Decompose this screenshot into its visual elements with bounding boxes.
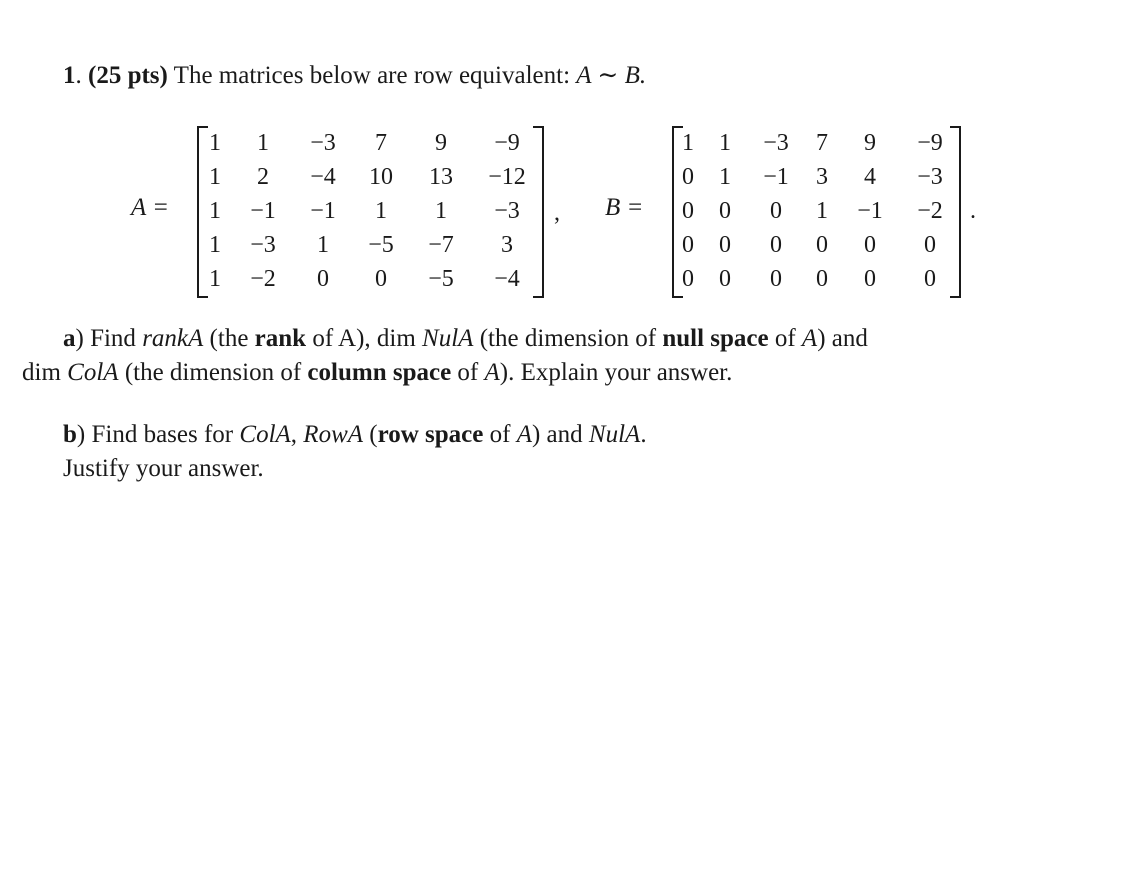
matrix-a-cell-r1-c6: −9	[494, 130, 520, 156]
matrix-a-cell-r4-c3: 1	[317, 232, 329, 258]
problem-heading: 1. (25 pts) The matrices below are row equivalent: A ∼ B.	[63, 62, 647, 89]
matrix-a-cell-r1-c3: −3	[310, 130, 336, 156]
part-a-line-1-segment-7: (the dimension of	[473, 325, 663, 352]
part-a-line-2-segment-6: A	[484, 359, 500, 386]
matrix-b-cell-r5-c3: 0	[770, 266, 782, 292]
matrix-b-cell-r4-c6: 0	[924, 232, 936, 258]
matrix-b-cell-r3-c5: −1	[857, 198, 883, 224]
part-a-line-1-segment-5: of A), dim	[306, 325, 423, 352]
part-a-line-2-segment-7: ). Explain your answer.	[499, 359, 733, 386]
matrix-a-cell-r2-c6: −12	[488, 164, 526, 190]
part-a-line-1-segment-8: null space	[662, 325, 769, 352]
part-a-line-2-segment-2: ColA	[67, 359, 119, 386]
matrix-b-cell-r2-c4: 3	[816, 164, 828, 190]
problem-statement: The matrices below are row equivalent:	[173, 62, 571, 89]
matrix-a-cell-r5-c4: 0	[375, 266, 387, 292]
matrix-b-cell-r3-c1: 0	[682, 198, 694, 224]
matrix-b-cell-r4-c1: 0	[682, 232, 694, 258]
problem-number: 1	[63, 62, 76, 89]
part-b-line-1-segment-2: ColA	[239, 421, 291, 448]
matrix-a-cell-r2-c3: −4	[310, 164, 336, 190]
matrix-b-label: B =	[605, 194, 644, 221]
matrix-a-cell-r3-c2: −1	[250, 198, 276, 224]
matrix-a-cell-r2-c4: 10	[369, 164, 393, 190]
matrix-a-comma: ,	[554, 200, 560, 226]
matrix-a-cell-r3-c6: −3	[494, 198, 520, 224]
matrix-a-cell-r4-c1: 1	[209, 232, 221, 258]
matrix-b-cell-r1-c1: 1	[682, 130, 694, 156]
part-a-line-1-segment-2: rankA	[142, 325, 204, 352]
matrix-b-cell-r5-c1: 0	[682, 266, 694, 292]
matrix-a-cell-r4-c4: −5	[368, 232, 394, 258]
matrix-display	[0, 118, 1147, 303]
matrix-a-cell-r1-c4: 7	[375, 130, 387, 156]
part-a-line-1-segment-11: ) and	[817, 325, 868, 352]
part-b-line-2: Justify your answer.	[63, 455, 264, 482]
part-a-line-2	[22, 356, 732, 390]
matrix-a-cell-r1-c1: 1	[209, 130, 221, 156]
matrix-b-cell-r4-c2: 0	[719, 232, 731, 258]
matrix-b-cell-r1-c4: 7	[816, 130, 828, 156]
part-b-line-1-segment-11: .	[640, 421, 647, 448]
matrix-a-cell-r3-c4: 1	[375, 198, 387, 224]
part-a-text-1	[76, 325, 868, 352]
matrix-b-cell-r5-c4: 0	[816, 266, 828, 292]
part-b-text-1	[77, 421, 647, 448]
part-b-line-1-segment-9: ) and	[531, 421, 589, 448]
matrix-a-cell-r2-c2: 2	[257, 164, 269, 190]
matrix-b-cell-r1-c6: −9	[917, 130, 943, 156]
matrix-b-right-bracket	[950, 126, 961, 298]
part-b-line-1-segment-4: RowA	[303, 421, 364, 448]
matrix-b-cell-r2-c1: 0	[682, 164, 694, 190]
matrix-b-cell-r2-c6: −3	[917, 164, 943, 190]
matrix-a-cell-r1-c5: 9	[435, 130, 447, 156]
part-b-line-1	[63, 418, 647, 452]
matrix-a-cell-r3-c5: 1	[435, 198, 447, 224]
part-a-line-2-segment-4: column space	[307, 359, 452, 386]
part-a-text-2	[22, 359, 732, 386]
matrix-b-cell-r3-c4: 1	[816, 198, 828, 224]
matrix-b-cell-r2-c3: −1	[763, 164, 789, 190]
matrix-b-cell-r3-c2: 0	[719, 198, 731, 224]
part-a-line-2-segment-3: (the dimension of	[118, 359, 308, 386]
matrix-a-cell-r4-c5: −7	[428, 232, 454, 258]
part-b-line-1-segment-3: ,	[290, 421, 304, 448]
matrix-b-cell-r1-c5: 9	[864, 130, 876, 156]
matrix-b-cell-r3-c3: 0	[770, 198, 782, 224]
part-b-line-1-segment-6: row space	[377, 421, 484, 448]
part-b-line-1-segment-1: ) Find bases for	[76, 421, 240, 448]
matrix-a-cell-r4-c2: −3	[250, 232, 276, 258]
matrix-a-cell-r5-c1: 1	[209, 266, 221, 292]
part-a-line-1-segment-3: (the	[203, 325, 255, 352]
matrix-a-cell-r3-c3: −1	[310, 198, 336, 224]
part-b-line-1-segment-5: (	[363, 421, 378, 448]
matrix-b-cell-r4-c4: 0	[816, 232, 828, 258]
part-b-letter: b	[63, 421, 77, 448]
matrix-b-cell-r4-c5: 0	[864, 232, 876, 258]
matrix-a-label: A =	[131, 194, 169, 221]
part-a-line-2-segment-1: dim	[22, 359, 68, 386]
matrix-b-cell-r2-c5: 4	[864, 164, 876, 190]
part-b-line-1-segment-7: of	[483, 421, 517, 448]
part-a-line-1-segment-6: NulA	[422, 325, 474, 352]
matrix-a-cell-r5-c2: −2	[250, 266, 276, 292]
matrix-b-period: .	[970, 198, 976, 224]
part-a-line-1-segment-10: A	[801, 325, 818, 352]
part-b-line-1-segment-10: NulA	[588, 421, 641, 448]
matrix-b-cell-r5-c5: 0	[864, 266, 876, 292]
matrix-a-cell-r5-c3: 0	[317, 266, 329, 292]
matrix-b-cell-r3-c6: −2	[917, 198, 943, 224]
matrix-a-cell-r1-c2: 1	[257, 130, 269, 156]
part-a-line-1-segment-1: ) Find	[75, 325, 143, 352]
matrix-a-cell-r5-c6: −4	[494, 266, 520, 292]
part-a-line-1-segment-9: of	[768, 325, 802, 352]
matrix-a-cell-r3-c1: 1	[209, 198, 221, 224]
part-b-line-1-segment-8: A	[516, 421, 532, 448]
matrix-b-cell-r5-c2: 0	[719, 266, 731, 292]
problem-points: (25 pts)	[88, 62, 168, 89]
matrix-a-cell-r5-c5: −5	[428, 266, 454, 292]
part-a-line-2-segment-5: of	[451, 359, 485, 386]
matrix-a-right-bracket	[533, 126, 544, 298]
matrix-b-cell-r4-c3: 0	[770, 232, 782, 258]
part-a-letter: a	[63, 325, 76, 352]
matrix-a-cell-r2-c1: 1	[209, 164, 221, 190]
part-a-line-1-segment-4: rank	[254, 325, 307, 352]
matrix-a-cell-r2-c5: 13	[429, 164, 453, 190]
part-a-line-1	[63, 322, 868, 356]
equivalence-relation: A ∼ B.	[576, 62, 647, 89]
matrix-b-cell-r2-c2: 1	[719, 164, 731, 190]
matrix-a-cell-r4-c6: 3	[501, 232, 513, 258]
matrix-b-cell-r1-c3: −3	[763, 130, 789, 156]
matrix-b-cell-r5-c6: 0	[924, 266, 936, 292]
matrix-b-cell-r1-c2: 1	[719, 130, 731, 156]
